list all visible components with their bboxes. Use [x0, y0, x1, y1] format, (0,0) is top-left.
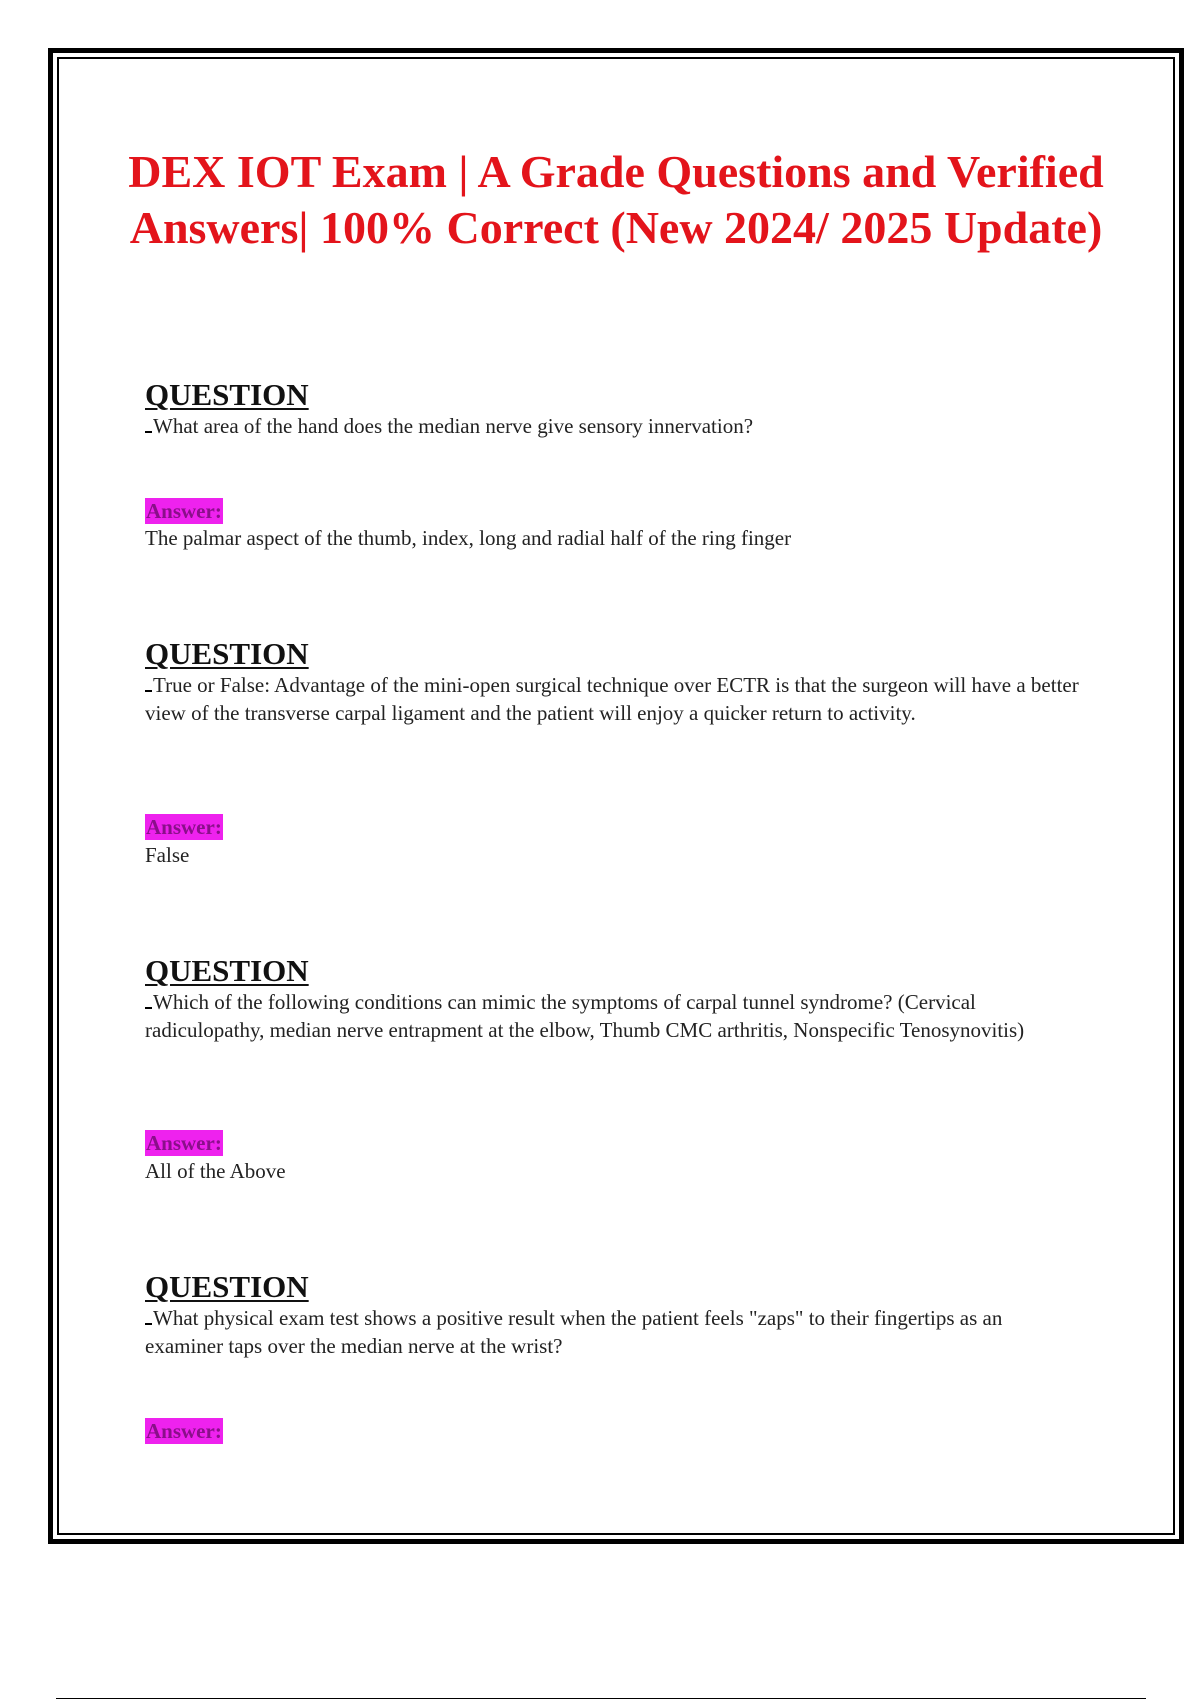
question-heading: QUESTION — [145, 377, 309, 412]
question-text-container — [145, 671, 1085, 727]
question-heading: QUESTION — [145, 1269, 309, 1304]
question-text: What area of the hand does the median nerve give sensory innervation? — [153, 414, 754, 438]
question-text: Which of the following conditions can mimic the symptoms of carpal tunnel syndrome? (Cervical radiculopathy, median nerve entrapment at the elbow, Thumb CMC arthritis, Nonspecific Tenosynovitis) — [145, 990, 1025, 1042]
question-block — [145, 954, 1085, 1044]
answer-text: All of the Above — [145, 1159, 286, 1183]
bullet-marker-icon — [145, 1007, 152, 1009]
question-text: True or False: Advantage of the mini-open surgical technique over ECTR is that the surgeon will have a better view of the transverse carpal ligament and the patient will enjoy a quicker return to activity. — [145, 673, 1079, 725]
question-block — [145, 378, 1085, 440]
question-block — [145, 637, 1085, 727]
question-text-container — [145, 1304, 1085, 1360]
footer-rule — [56, 1698, 1146, 1699]
document-title: DEX IOT Exam | A Grade Questions and Verified Answers| 100% Correct (New 2024/ 2025 Update) — [128, 146, 1104, 253]
answer-text: False — [145, 843, 190, 867]
bullet-marker-icon — [145, 431, 152, 433]
question-text-container — [145, 988, 1085, 1044]
answer-text: The palmar aspect of the thumb, index, long and radial half of the ring finger — [145, 526, 792, 550]
question-text-container — [145, 412, 1085, 440]
question-heading: QUESTION — [145, 636, 309, 671]
answer-label: Answer: — [146, 1419, 222, 1443]
question-text: What physical exam test shows a positive result when the patient feels "zaps" to their fingertips as an examiner taps over the median nerve at the wrist? — [145, 1306, 1003, 1358]
question-block — [145, 1270, 1085, 1360]
bullet-marker-icon — [145, 1323, 152, 1325]
answer-label: Answer: — [146, 499, 222, 523]
answer-label: Answer: — [146, 815, 222, 839]
answer-label: Answer: — [146, 1131, 222, 1155]
question-heading: QUESTION — [145, 953, 309, 988]
bullet-marker-icon — [145, 690, 152, 692]
